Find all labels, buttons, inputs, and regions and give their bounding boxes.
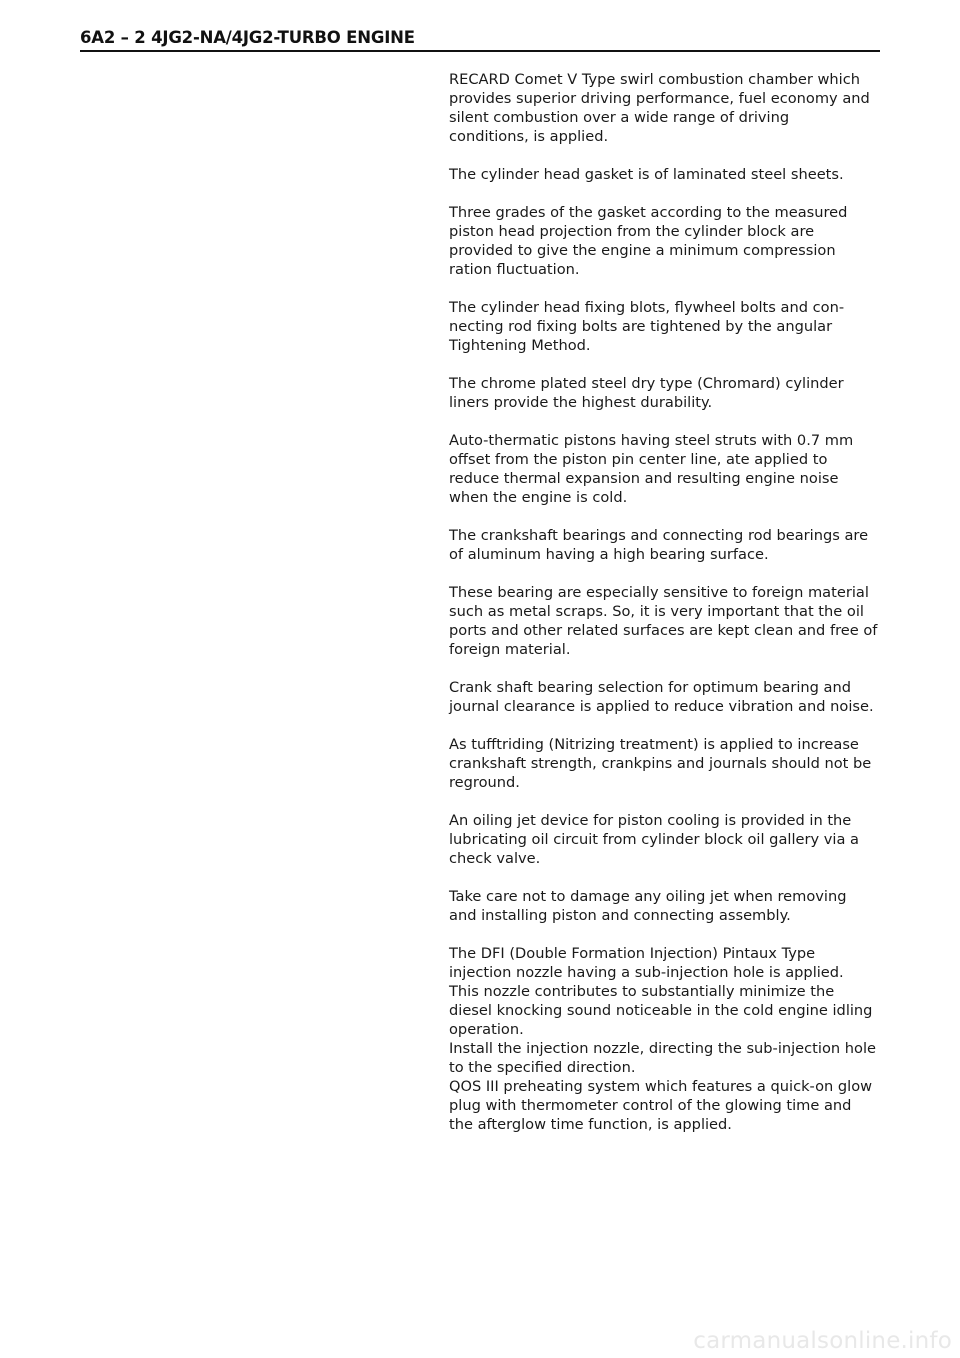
- paragraph-line: The crankshaft bearings and connecting rod bearings are: [449, 527, 869, 544]
- paragraph-line: operation.: [449, 1021, 524, 1038]
- paragraph-bearings: [449, 526, 885, 564]
- paragraph-combustion-chamber: [449, 70, 885, 146]
- paragraph-line: provided to give the engine a minimum compression: [449, 242, 836, 259]
- paragraph-line: ration fluctuation.: [449, 261, 580, 278]
- paragraph-line: The DFI (Double Formation Injection) Pintaux Type: [449, 945, 816, 962]
- page-title: 6A2 – 2 4JG2-NA/4JG2-TURBO ENGINE: [80, 28, 415, 47]
- paragraph-line: the afterglow time function, is applied.: [449, 1116, 732, 1133]
- paragraph-line: lubricating oil circuit from cylinder block oil gallery via a: [449, 831, 859, 848]
- paragraph-line: offset from the piston pin center line, ate applied to: [449, 451, 828, 468]
- paragraph-line: As tufftriding (Nitrizing treatment) is applied to increase: [449, 736, 859, 753]
- paragraph-oiling-jet: [449, 811, 885, 868]
- paragraph-head-gasket: [449, 165, 885, 184]
- paragraph-line: such as metal scraps. So, it is very important that the oil: [449, 603, 864, 620]
- paragraph-line: Tightening Method.: [449, 337, 591, 354]
- paragraph-line: provides superior driving performance, fuel economy and: [449, 90, 870, 107]
- paragraph-cylinder-liners: [449, 374, 885, 412]
- paragraph-line: The cylinder head fixing blots, flywheel bolts and con-: [449, 299, 845, 316]
- paragraph-line: This nozzle contributes to substantially minimize the: [449, 983, 835, 1000]
- paragraph-line: diesel knocking sound noticeable in the cold engine idling: [449, 1002, 873, 1019]
- paragraph-gasket-grades: [449, 203, 885, 279]
- body-text-column: [449, 70, 885, 1134]
- paragraph-line: Take care not to damage any oiling jet when removing: [449, 888, 847, 905]
- paragraph-line: to the specified direction.: [449, 1059, 636, 1076]
- paragraph-line: when the engine is cold.: [449, 489, 628, 506]
- paragraph-line: The chrome plated steel dry type (Chromard) cylinder: [449, 375, 844, 392]
- paragraph-pistons: [449, 431, 885, 507]
- paragraph-line: check valve.: [449, 850, 541, 867]
- paragraph-line: piston head projection from the cylinder block are: [449, 223, 815, 240]
- paragraph-line: An oiling jet device for piston cooling is provided in the: [449, 812, 852, 829]
- paragraph-line: and installing piston and connecting assembly.: [449, 907, 791, 924]
- paragraph-line: necting rod fixing bolts are tightened by the angular: [449, 318, 833, 335]
- paragraph-line: foreign material.: [449, 641, 571, 658]
- paragraph-line: injection nozzle having a sub-injection hole is applied.: [449, 964, 844, 981]
- paragraph-line: reground.: [449, 774, 520, 791]
- paragraph-line: conditions, is applied.: [449, 128, 609, 145]
- paragraph-line: silent combustion over a wide range of driving: [449, 109, 790, 126]
- paragraph-line: crankshaft strength, crankpins and journals should not be: [449, 755, 872, 772]
- paragraph-line: Three grades of the gasket according to the measured: [449, 204, 848, 221]
- paragraph-dfi-nozzle: [449, 944, 885, 1134]
- paragraph-oiling-jet-care: [449, 887, 885, 925]
- paragraph-line: journal clearance is applied to reduce vibration and noise.: [449, 698, 874, 715]
- paragraph-bearing-sensitivity: [449, 583, 885, 659]
- watermark: carmanualsonline.info: [693, 1328, 952, 1354]
- paragraph-bearing-selection: [449, 678, 885, 716]
- paragraph-line: reduce thermal expansion and resulting engine noise: [449, 470, 839, 487]
- paragraph-tightening-method: [449, 298, 885, 355]
- header-rule: [80, 50, 880, 52]
- paragraph-line: Crank shaft bearing selection for optimum bearing and: [449, 679, 851, 696]
- paragraph-line: ports and other related surfaces are kept clean and free of: [449, 622, 878, 639]
- paragraph-line: These bearing are especially sensitive to foreign material: [449, 584, 869, 601]
- paragraph-line: Auto-thermatic pistons having steel struts with 0.7 mm: [449, 432, 854, 449]
- paragraph-line: The cylinder head gasket is of laminated steel sheets.: [449, 166, 844, 183]
- paragraph-tufftriding: [449, 735, 885, 792]
- paragraph-line: QOS III preheating system which features a quick-on glow: [449, 1078, 873, 1095]
- paragraph-line: liners provide the highest durability.: [449, 394, 713, 411]
- paragraph-line: Install the injection nozzle, directing the sub-injection hole: [449, 1040, 876, 1057]
- page-header: [80, 28, 880, 52]
- paragraph-line: plug with thermometer control of the glowing time and: [449, 1097, 852, 1114]
- paragraph-line: RECARD Comet V Type swirl combustion chamber which: [449, 71, 860, 88]
- paragraph-line: of aluminum having a high bearing surface.: [449, 546, 769, 563]
